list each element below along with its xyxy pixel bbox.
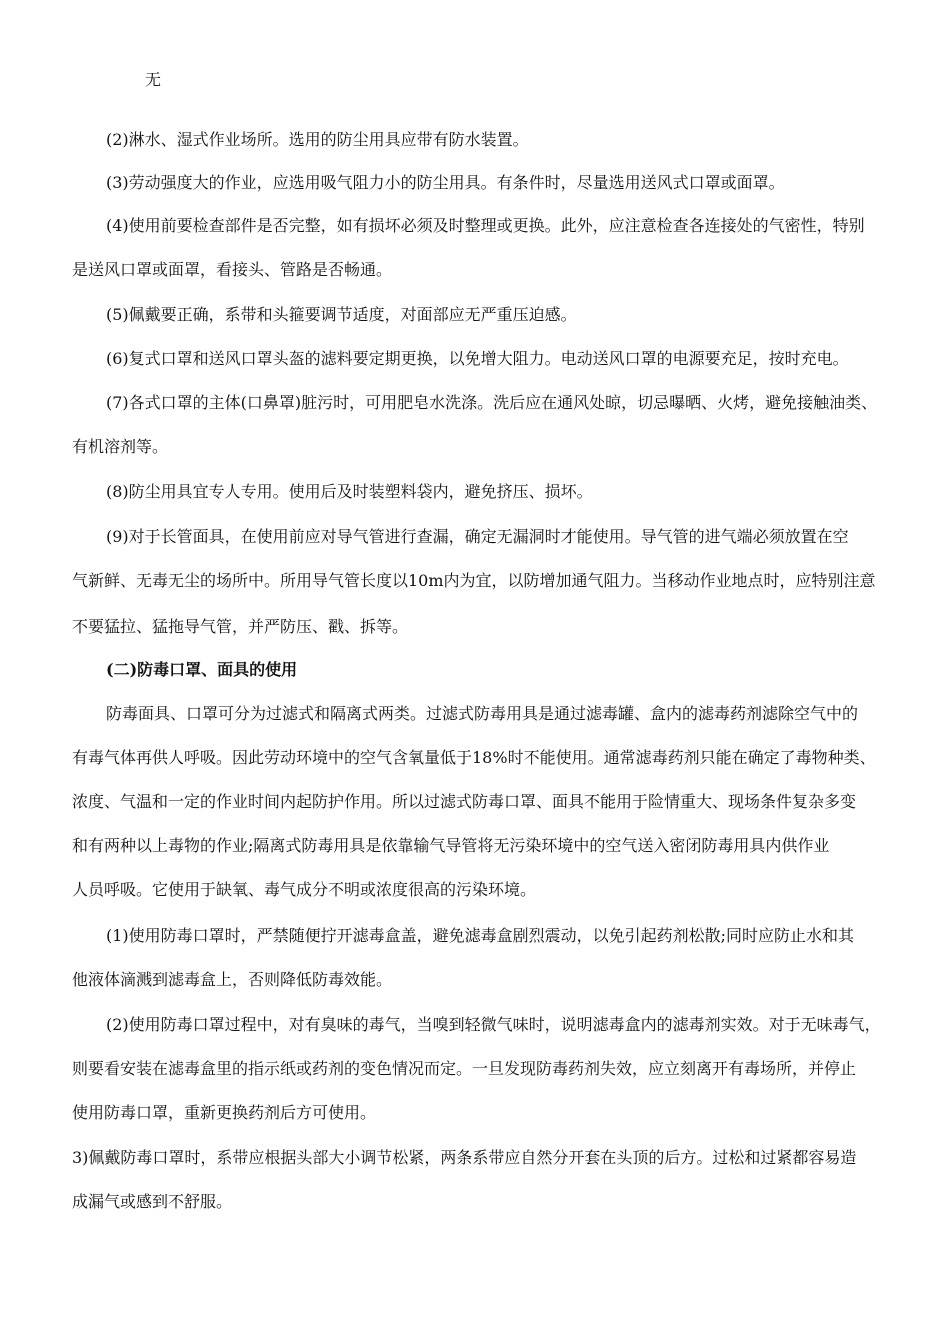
section-heading: (二)防毒口罩、面具的使用: [106, 660, 298, 679]
text-line: (9)对于长管面具，在使用前应对导气管进行查漏，确定无漏洞时才能使用。导气管的进气端必须放置在空: [106, 527, 849, 546]
text-line: 成漏气或感到不舒服。: [72, 1192, 233, 1211]
text-line: (2)淋水、湿式作业场所。选用的防尘用具应带有防水装置。: [106, 130, 529, 149]
text-line: 有机溶剂等。: [72, 437, 169, 456]
text-line: 有毒气体再供人呼吸。因此劳动环境中的空气含氧量低于18%时不能使用。通常滤毒药剂只能在确定了毒物种类、: [72, 748, 876, 767]
text-line: 他液体滴溅到滤毒盒上，否则降低防毒效能。: [72, 970, 393, 989]
text-line: 无: [145, 70, 162, 89]
text-line: 气新鲜、无毒无尘的场所中。所用导气管长度以10m内为宜，以防增加通气阻力。当移动作业地点时，应特别注意: [72, 571, 876, 590]
text-line: 浓度、气温和一定的作业时间内起防护作用。所以过滤式防毒口罩、面具不能用于险情重大、现场条件复杂多变: [72, 792, 857, 811]
text-line: (7)各式口罩的主体(口鼻罩)脏污时，可用肥皂水洗涤。洗后应在通风处晾，切忌曝晒、火烤，避免接触油类、: [106, 393, 878, 412]
text-line: 3)佩戴防毒口罩时，系带应根据头部大小调节松紧，两条系带应自然分开套在头顶的后方。过松和过紧都容易造: [72, 1148, 857, 1167]
text-line: 防毒面具、口罩可分为过滤式和隔离式两类。过滤式防毒用具是通过滤毒罐、盒内的滤毒药剂滤除空气中的: [106, 704, 859, 723]
text-line: (8)防尘用具宜专人专用。使用后及时装塑料袋内，避免挤压、损坏。: [106, 482, 593, 501]
text-line: (4)使用前要检查部件是否完整，如有损坏必须及时整理或更换。此外，应注意检查各连接处的气密性，特别: [106, 216, 865, 235]
text-line: (1)使用防毒口罩时，严禁随便拧开滤毒盒盖，避免滤毒盒剧烈震动，以免引起药剂松散;同时应防止水和其: [106, 926, 855, 945]
text-line: 是送风口罩或面罩，看接头、管路是否畅通。: [72, 260, 393, 279]
text-line: 使用防毒口罩，重新更换药剂后方可使用。: [72, 1103, 377, 1122]
text-line: (5)佩戴要正确，系带和头箍要调节适度，对面部应无严重压迫感。: [106, 305, 577, 324]
text-line: 不要猛拉、猛拖导气管，并严防压、戳、拆等。: [72, 617, 409, 636]
text-line: (2)使用防毒口罩过程中，对有臭味的毒气，当嗅到轻微气味时，说明滤毒盒内的滤毒剂实效。对于无味毒气，: [106, 1015, 881, 1034]
text-line: 人员呼吸。它使用于缺氧、毒气成分不明或浓度很高的污染环境。: [72, 880, 537, 899]
text-line: (3)劳动强度大的作业，应选用吸气阻力小的防尘用具。有条件时，尽量选用送风式口罩或面罩。: [106, 173, 785, 192]
text-line: 和有两种以上毒物的作业;隔离式防毒用具是依靠输气导管将无污染环境中的空气送入密闭防毒用具内供作业: [72, 836, 830, 855]
text-line: 则要看安装在滤毒盒里的指示纸或药剂的变色情况而定。一旦发现防毒药剂失效，应立刻离开有毒场所，并停止: [72, 1059, 857, 1078]
text-line: (6)复式口罩和送风口罩头盔的滤料要定期更换，以免增大阻力。电动送风口罩的电源要充足，按时充电。: [106, 349, 849, 368]
